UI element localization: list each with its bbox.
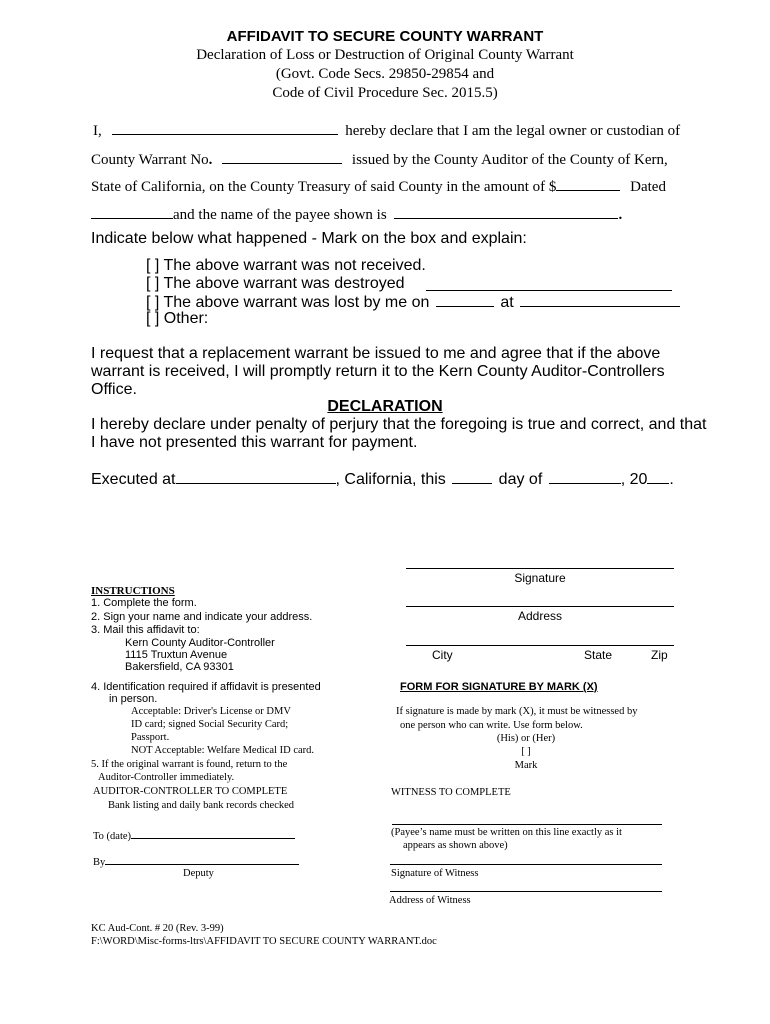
mail-address-2: 1115 Truxtun Avenue	[125, 649, 228, 661]
payee-note-2: appears as shown above)	[403, 840, 508, 851]
form-subtitle-codes-2: Code of Civil Procedure Sec. 2015.5)	[272, 85, 498, 101]
file-path: F:\WORD\Misc-forms-ltrs\AFFIDAVIT TO SECURE COUNTY WARRANT.doc	[91, 936, 437, 947]
auditor-heading: AUDITOR-CONTROLLER TO COMPLETE	[93, 786, 288, 797]
by-label: By	[93, 857, 106, 868]
bank-records-text: Bank listing and daily bank records checked	[108, 800, 295, 811]
day-of-label: day of	[498, 471, 543, 488]
signature-line[interactable]	[406, 568, 674, 569]
form-subtitle-codes: (Govt. Code Secs. 29850-29854 and	[275, 66, 495, 82]
witness-signature-line[interactable]	[390, 864, 662, 865]
instruction-1: 1. Complete the form.	[91, 597, 197, 609]
payee-label: and the name of the payee shown is	[173, 207, 387, 223]
form-title: AFFIDAVIT TO SECURE COUNTY WARRANT	[226, 28, 544, 45]
request-text-2: warrant is received, I will promptly return it to the Kern County Auditor-Controllers	[91, 363, 665, 380]
witness-address-label: Address of Witness	[389, 895, 471, 906]
payee-name-line[interactable]	[392, 824, 662, 825]
zip-label: Zip	[651, 648, 668, 662]
witness-signature-label: Signature of Witness	[391, 868, 479, 879]
lost-date-field[interactable]	[436, 292, 494, 307]
warrant-issued-text: issued by the County Auditor of the County of Kern,	[351, 152, 668, 168]
payee-note-1: (Payee’s name must be written on this line exactly as it	[391, 827, 622, 838]
mark-form-heading: FORM FOR SIGNATURE BY MARK (X)	[400, 681, 598, 693]
amount-label: State of California, on the County Treasury of said County in the amount of $	[91, 179, 557, 195]
declarant-name-field[interactable]	[112, 120, 338, 135]
city-label: City	[432, 648, 453, 662]
lost-at-label: at	[500, 294, 514, 311]
witness-address-line[interactable]	[390, 891, 662, 892]
acceptable-id-3: Passport.	[131, 732, 170, 743]
to-date-line	[93, 827, 295, 842]
payee-name-field[interactable]	[394, 204, 618, 219]
executed-place-field[interactable]	[176, 469, 336, 484]
option-not-received[interactable]: [ ] The above warrant was not received.	[146, 257, 426, 274]
declarant-prefix: I,	[93, 123, 102, 139]
mail-address-1: Kern County Auditor-Controller	[125, 637, 275, 649]
executed-period: .	[669, 471, 674, 488]
by-line	[93, 853, 299, 868]
payee-line: and the name of the payee shown is .	[91, 204, 622, 224]
executed-day-field[interactable]	[452, 469, 492, 484]
declarant-suffix: hereby declare that I am the legal owner or custodian of	[345, 123, 681, 139]
declaration-text-2: I have not presented this warrant for payment.	[91, 434, 418, 451]
executed-at-label: Executed at	[91, 471, 176, 488]
acceptable-id-1: Acceptable: Driver's License or DMV	[131, 706, 291, 717]
instruction-4-cont: in person.	[109, 693, 158, 705]
warrant-number-field[interactable]	[222, 149, 342, 164]
address-label: Address	[517, 609, 563, 623]
destroyed-explain-line[interactable]	[426, 290, 672, 291]
instruction-5: 5. If the original warrant is found, return to the	[91, 759, 288, 770]
deputy-label: Deputy	[183, 868, 214, 879]
california-this-label: , California, this	[335, 471, 446, 488]
to-date-label: To (date)	[93, 831, 132, 842]
mark-box[interactable]: [ ]	[521, 746, 531, 757]
acceptable-id-2: ID card; signed Social Security Card;	[131, 719, 289, 730]
declaration-heading: DECLARATION	[327, 398, 443, 415]
year-prefix-label: , 20	[620, 471, 648, 488]
signature-label: Signature	[514, 571, 566, 585]
option-other[interactable]: [ ] Other:	[146, 310, 209, 327]
instruction-2: 2. Sign your name and indicate your address.	[91, 611, 313, 623]
dated-label: Dated	[630, 179, 666, 195]
option-destroyed[interactable]	[146, 275, 405, 293]
mark-form-text-1: If signature is made by mark (X), it must be witnessed by	[396, 706, 638, 717]
instruction-4: 4. Identification required if affidavit is presented	[91, 681, 321, 693]
instructions-heading: INSTRUCTIONS	[91, 585, 175, 597]
declarant-line	[93, 120, 680, 140]
indicate-instruction: Indicate below what happened - Mark on the box and explain:	[91, 230, 527, 247]
form-subtitle: Declaration of Loss or Destruction of Original County Warrant	[196, 47, 574, 63]
his-her-label: (His) or (Her)	[496, 733, 556, 744]
amount-field[interactable]	[556, 176, 620, 191]
executed-line	[91, 469, 674, 489]
date-field[interactable]	[91, 204, 173, 219]
amount-line	[91, 176, 666, 196]
warrant-number-line: County Warrant No. issued by the County Auditor of the County of Kern,	[91, 149, 668, 169]
state-label: State	[584, 648, 613, 662]
form-revision: KC Aud-Cont. # 20 (Rev. 3-99)	[91, 923, 224, 934]
to-date-field[interactable]	[131, 827, 295, 839]
mark-label: Mark	[514, 760, 538, 771]
option-lost-label: [ ] The above warrant was lost by me on	[146, 294, 430, 311]
lost-place-field[interactable]	[520, 292, 680, 307]
not-acceptable-id: NOT Acceptable: Welfare Medical ID card.	[131, 745, 315, 756]
request-text-1: I request that a replacement warrant be issued to me and agree that if the above	[91, 345, 661, 362]
by-field[interactable]	[105, 853, 299, 865]
declaration-text-1: I hereby declare under penalty of perjury that the foregoing is true and correct, and that	[91, 416, 707, 433]
request-text-3: Office.	[91, 381, 137, 398]
option-lost[interactable]	[146, 292, 680, 312]
mail-address-3: Bakersfield, CA 93301	[125, 661, 234, 673]
executed-year-field[interactable]	[647, 469, 669, 484]
instruction-5-cont: Auditor-Controller immediately.	[98, 772, 235, 783]
executed-month-field[interactable]	[549, 469, 621, 484]
option-destroyed-label: [ ] The above warrant was destroyed	[146, 275, 405, 292]
city-state-zip-line[interactable]	[406, 645, 674, 646]
mark-form-text-2: one person who can write. Use form below.	[400, 720, 583, 731]
witness-heading: WITNESS TO COMPLETE	[391, 787, 511, 798]
instruction-3: 3. Mail this affidavit to:	[91, 624, 200, 636]
warrant-number-label: County Warrant No	[91, 152, 209, 168]
address-line[interactable]	[406, 606, 674, 607]
